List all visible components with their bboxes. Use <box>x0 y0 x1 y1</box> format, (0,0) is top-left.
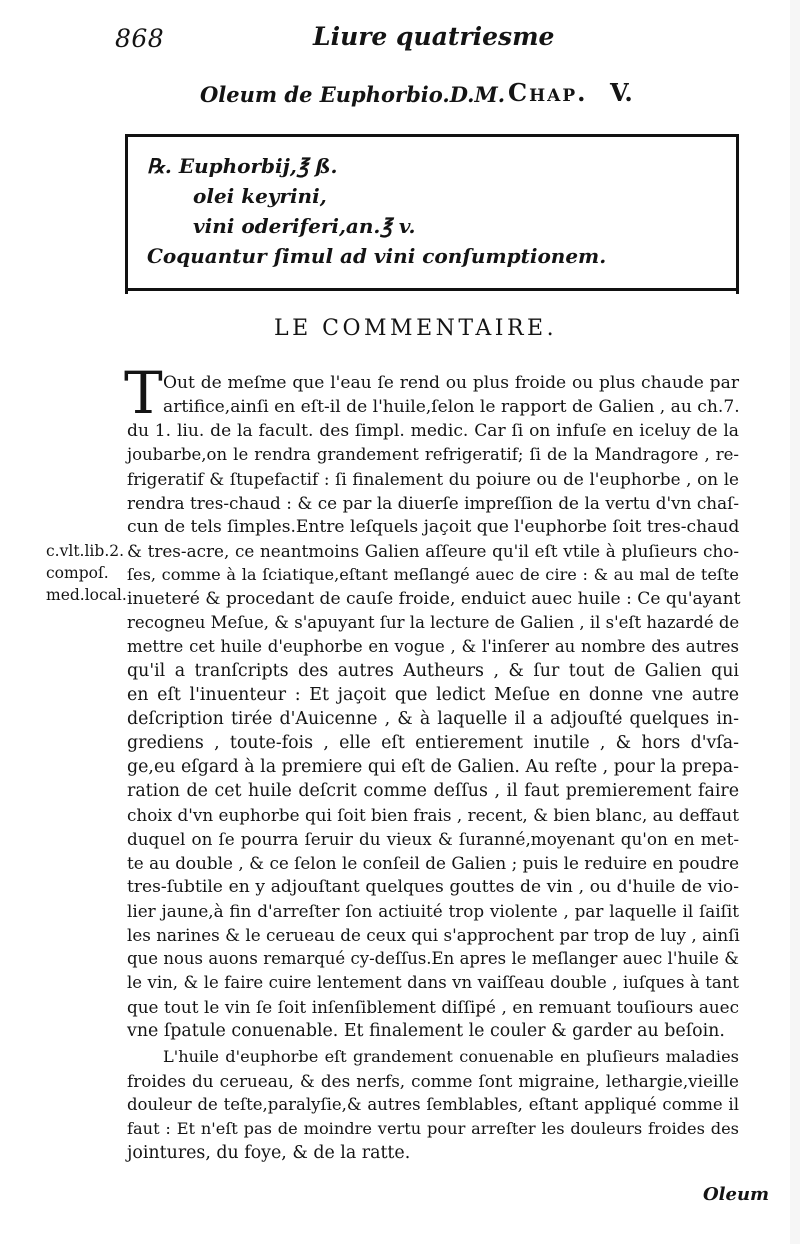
text-line: que nous auons remarqué cy-deſſus.En apres le meſlanger auec l'huile & <box>127 949 739 968</box>
margin-note-line: compoſ. <box>46 564 109 582</box>
text-line: choix d'vn euphorbe qui ſoit bien frais , recent, & bien blanc, au deffaut <box>127 805 739 825</box>
text-line: qu'il a tranſcripts des autres Autheurs , & ſur tout de Galien qui <box>127 661 739 681</box>
recipe-title: Oleum de Euphorbio.D.M. <box>200 82 506 107</box>
text-line: L'huile d'euphorbe eſt grandement conuenable en pluſieurs maladies <box>163 1047 739 1066</box>
text-line: froides du cerueau, & des nerfs, comme ſont migraine, lethargie,vieille <box>127 1071 739 1091</box>
text-line: inueteré & procedant de cauſe froide, enduict auec huile : Ce qu'ayant <box>127 589 741 609</box>
page-edge <box>790 0 800 1244</box>
recipe-box <box>125 134 739 294</box>
recipe-line: ℞. Euphorbij,℥ ß. <box>147 154 338 178</box>
text-line: te au double , & ce ſelon le conſeil de Galien ; puis le reduire en poudre <box>127 853 739 873</box>
margin-note-line: med.local. <box>46 586 127 604</box>
margin-note-line: c.vlt.lib.2. <box>46 542 125 560</box>
text-line: recogneu Meſue, & s'apuyant ſur la lecture de Galien , il s'eſt hazardé de <box>127 613 740 632</box>
text-line: joubarbe,on le rendra grandement refrigeratif; ſi de la Mandragore , re- <box>127 445 739 464</box>
text-line: grediens , toute-fois , elle eſt entierement inutile , & hors d'vſa- <box>127 733 739 753</box>
text-line: ration de cet huile deſcrit comme deſſus , il faut premierement faire <box>127 781 739 801</box>
text-line: ſes, comme à la ſciatique,eſtant meſlangé auec de cire : & au mal de teſte <box>127 565 739 584</box>
drop-cap: T <box>124 359 163 427</box>
running-head: Liure quatriesme <box>313 22 555 51</box>
text-line: frigeratif & ſtupefactif : ſi finalement du poiure ou de l'euphorbe , on le <box>127 469 739 489</box>
text-line: du 1. liu. de la facult. des ſimpl. medic. Car ſi on infuſe en iceluy de la <box>127 421 739 441</box>
chapter-number: V. <box>610 78 633 107</box>
text-line: le vin, & le faire cuire lentement dans vn vaiſſeau double , iuſques à tant <box>127 973 739 992</box>
text-line: duquel on ſe pourra ſeruir du vieux & ſuranné,moyenant qu'on en met- <box>127 829 739 849</box>
text-line: jointures, du foye, & de la ratte. <box>127 1143 411 1163</box>
recipe-line: Coquantur ſimul ad vini conſumptionem. <box>147 244 607 268</box>
page-number: 868 <box>115 24 165 53</box>
text-line: que tout le vin ſe ſoit inſenſiblement diſſipé , en remuant touſiours auec <box>127 997 739 1017</box>
text-line: les narines & le cerueau de ceux qui s'approchent par trop de luy , ainſi <box>127 925 740 945</box>
text-line: & tres-acre, ce neantmoins Galien aſſeure qu'il eſt vtile à pluſieurs cho- <box>127 541 739 561</box>
chapter-header <box>0 78 800 114</box>
text-line: en eſt l'inuenteur : Et jaçoit que ledict Meſue en donne vne autre <box>127 685 739 705</box>
recipe-box-bottom-rule <box>128 288 736 291</box>
recipe-line: olei keyrini, <box>193 184 327 208</box>
page-header <box>0 20 800 60</box>
text-line: deſcription tirée d'Auicenne , & à laquelle il a adjouſté quelques in- <box>127 709 739 729</box>
text-line: mettre cet huile d'euphorbe en vogue , & l'inſerer au nombre des autres <box>127 637 739 656</box>
catchword: Oleum <box>703 1184 770 1205</box>
text-line: Out de meſme que l'eau ſe rend ou plus froide ou plus chaude par <box>163 373 739 393</box>
text-line: douleur de teſte,paralyſie,& autres ſemblables, eſtant appliqué comme il <box>127 1095 739 1114</box>
text-line: lier jaune,à fin d'arreſter ſon actiuité trop violente , par laquelle il ſaiſit <box>127 901 739 921</box>
section-heading: LE COMMENTAIRE. <box>274 316 558 341</box>
text-line: artifice,ainſi en eſt-il de l'huile,ſelon le rapport de Galien , au ch.7. <box>163 397 740 417</box>
text-line: cun de tels ſimples.Entre leſquels jaçoit que l'euphorbe ſoit tres-chaud <box>127 517 740 537</box>
text-line: faut : Et n'eſt pas de moindre vertu pour arreſter les douleurs froides des <box>127 1119 739 1138</box>
text-line: rendra tres-chaud : & ce par la diuerſe impreſſion de la vertu d'vn chaſ- <box>127 493 739 513</box>
chapter-label: Chap. <box>508 78 588 107</box>
recipe-line: vini oderiferi,an.℥ v. <box>193 214 416 238</box>
text-line: tres-ſubtile en y adjouſtant quelques gouttes de vin , ou d'huile de vio- <box>127 877 739 897</box>
recipe-box-top-rule <box>128 134 736 137</box>
text-line: vne ſpatule conuenable. Et finalement le couler & garder au beſoin. <box>127 1021 725 1041</box>
text-line: ge,eu eſgard à la premiere qui eſt de Galien. Au reſte , pour la prepa- <box>127 757 739 777</box>
